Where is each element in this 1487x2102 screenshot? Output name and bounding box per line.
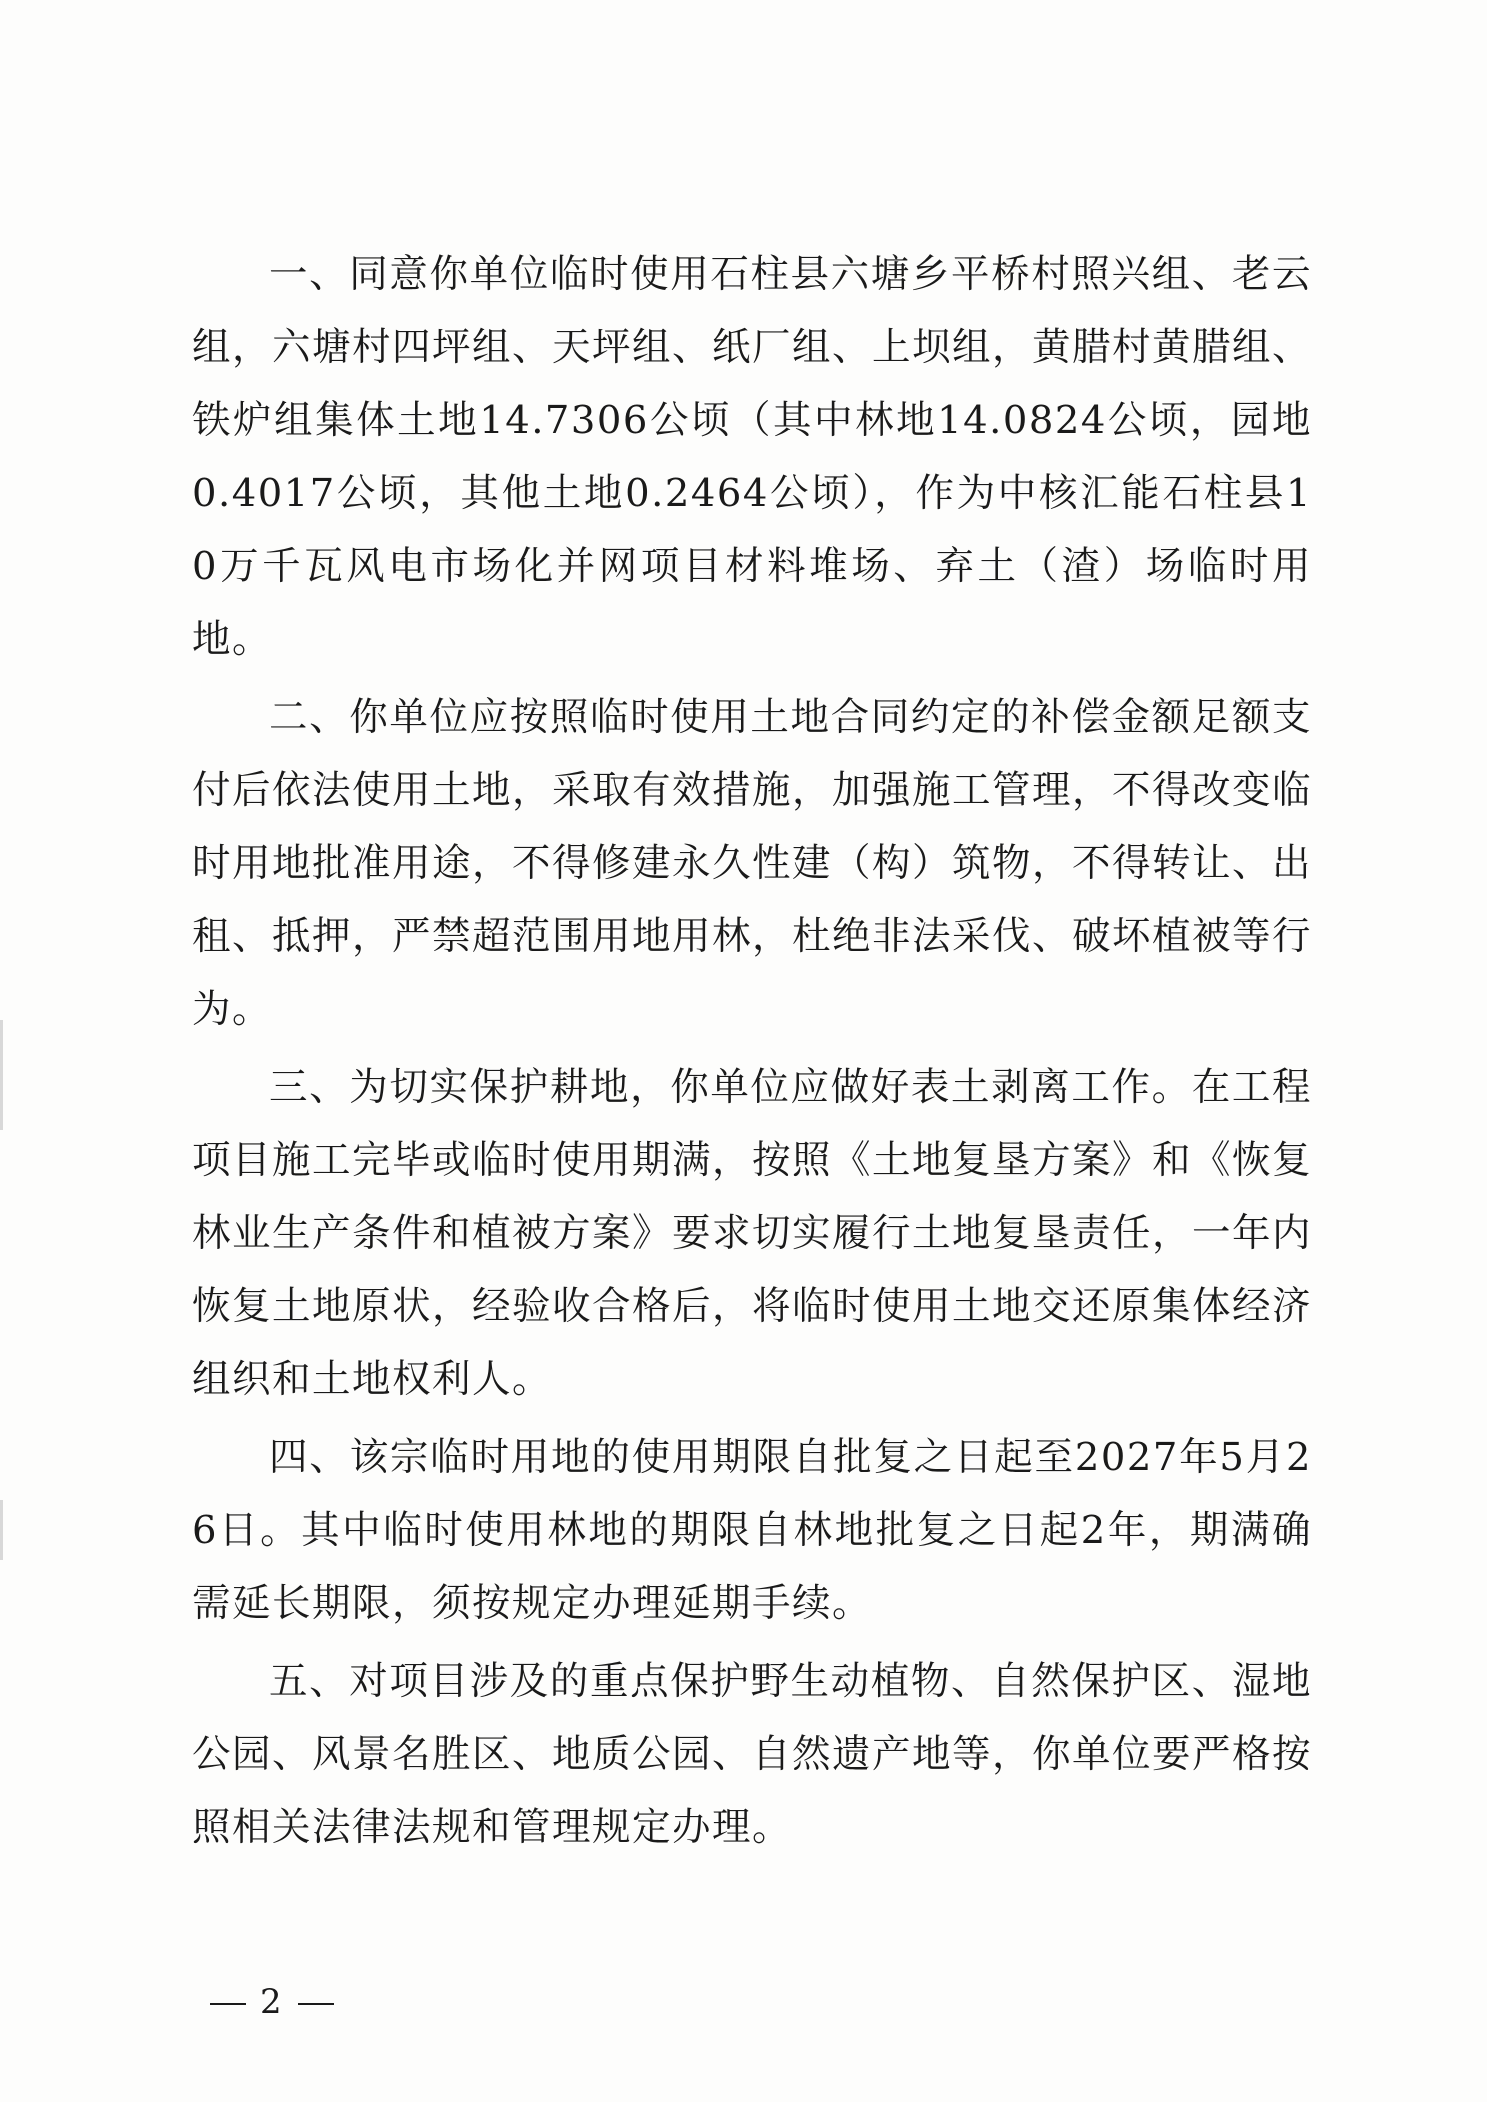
page-number-footer — [196, 1982, 348, 2022]
paragraph-4: 四、该宗临时用地的使用期限自批复之日起至2027年5月26日。其中临时使用林地的期限自林地批复之日起2年，期满确需延长期限，须按规定办理延期手续。 — [192, 1435, 1312, 1626]
dash-right — [298, 2003, 334, 2005]
scan-edge-mark — [0, 1020, 3, 1130]
paragraph-5: 五、对项目涉及的重点保护野生动植物、自然保护区、湿地公园、风景名胜区、地质公园、自然遗产地等，你单位要严格按照相关法律法规和管理规定办理。 — [192, 1659, 1313, 1850]
dash-left — [210, 2003, 246, 2005]
scan-edge-mark — [0, 1500, 3, 1560]
page-number: 2 — [260, 1982, 284, 2022]
paragraph-1: 一、同意你单位临时使用石柱县六塘乡平桥村照兴组、老云组，六塘村四坪组、天坪组、纸厂组、上坝组，黄腊村黄腊组、铁炉组集体土地14.7306公顷（其中林地14.0824公顷，园地0.4017公顷，其他土地0.2464公顷），作为中核汇能石柱县10万千瓦风电市场化并网项目材料堆场、弃土（渣）场临时用地。 — [192, 252, 1313, 662]
document-body — [192, 238, 1312, 1869]
paragraph-3: 三、为切实保护耕地，你单位应做好表土剥离工作。在工程项目施工完毕或临时使用期满，按照《土地复垦方案》和《恢复林业生产条件和植被方案》要求切实履行土地复垦责任，一年内恢复土地原状，经验收合格后，将临时使用土地交还原集体经济组织和土地权利人。 — [192, 1065, 1313, 1402]
paragraph-2: 二、你单位应按照临时使用土地合同约定的补偿金额足额支付后依法使用土地，采取有效措施，加强施工管理，不得改变临时用地批准用途，不得修建永久性建（构）筑物，不得转让、出租、抵押，严禁超范围用地用林，杜绝非法采伐、破坏植被等行为。 — [192, 695, 1313, 1032]
